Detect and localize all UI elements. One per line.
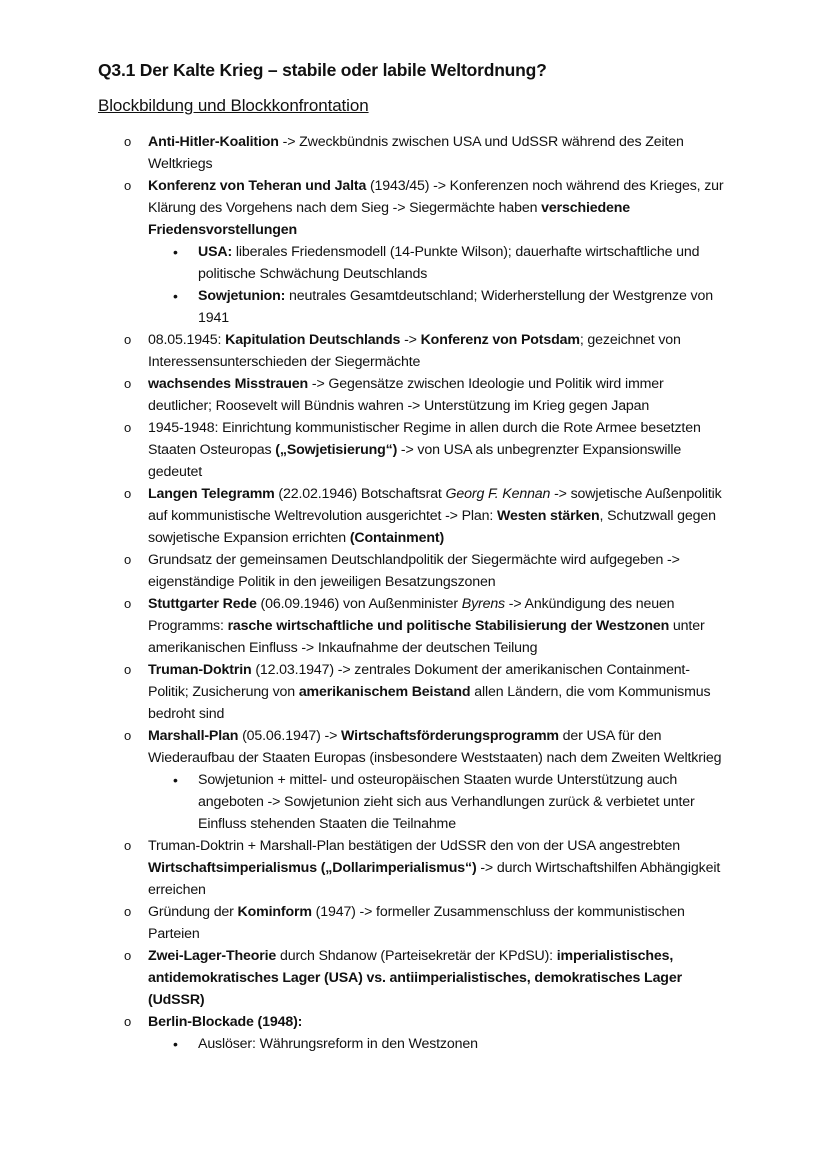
bold-text: amerikanischem Beistand: [298, 684, 471, 700]
circle-bullet-icon: o: [124, 486, 132, 501]
sub-list-item-text: [198, 244, 699, 282]
circle-bullet-icon: o: [124, 662, 132, 677]
list-item: [0, 373, 728, 417]
text-segment: Grundsatz der gemeinsamen Deutschlandpolitik der Siegermächte wird aufgegeben -> eigenständige Politik in den jeweiligen Besatzungszonen: [148, 552, 680, 590]
sub-list-item-text: [198, 288, 713, 326]
text-segment: -> Ankündigung des neuen Programms:: [148, 596, 675, 634]
text-segment: -> Gegensätze zwischen Ideologie und Politik wird immer deutlicher; Roosevelt will Bündnis wahren -> Unterstützung im Krieg gegen Japan: [148, 376, 664, 414]
text-segment: (1943/45) -> Konferenzen noch während des Krieges, zur Klärung des Vorgehens nach dem Sieg -> Siegermächte haben: [148, 178, 724, 216]
sub-list-item: [148, 769, 728, 835]
text-segment: allen Ländern, die vom Kommunismus bedroht sind: [148, 684, 711, 722]
list-item: [0, 131, 728, 175]
list-item-text: [148, 332, 681, 370]
text-segment: Auslöser: Währungsreform in den Westzonen: [198, 1036, 478, 1052]
list-item-text: [148, 486, 722, 546]
bold-text: Wirtschaftsimperialismus („Dollarimperialismus“): [148, 860, 477, 876]
list-item: [0, 549, 728, 593]
sub-list: [148, 241, 728, 329]
text-segment: Truman-Doktrin + Marshall-Plan bestätigen der UdSSR den von der USA angestrebten: [148, 838, 681, 854]
text-segment: -> Zweckbündnis zwischen USA und UdSSR während des Zeiten Weltkriegs: [148, 134, 684, 172]
bold-text: Wirtschaftsförderungsprogramm: [341, 728, 559, 744]
bold-text: Langen Telegramm: [148, 486, 275, 502]
circle-bullet-icon: o: [124, 332, 132, 347]
text-segment: 1945-1948: Einrichtung kommunistischer Regime in allen durch die Rote Armee besetzten Staaten Osteuropas: [148, 420, 701, 458]
list-item: [0, 483, 728, 549]
dot-bullet-icon: •: [173, 772, 178, 788]
list-item: [0, 329, 728, 373]
circle-bullet-icon: o: [124, 178, 132, 193]
text-segment: Sowjetunion + mittel- und osteuropäischen Staaten wurde Unterstützung auch angeboten -> Sowjetunion zieht sich aus Verhandlungen zurück & verbietet unter Einfluss stehenden Staaten die Teilnahme: [198, 772, 695, 832]
bullet-list: [0, 131, 828, 1055]
bold-text: Stuttgarter Rede: [148, 596, 257, 612]
text-segment: (1947) -> formeller Zusammenschluss der kommunistischen Parteien: [148, 904, 685, 942]
list-item-text: [148, 1014, 302, 1030]
text-segment: ->: [400, 332, 421, 348]
list-item-text: [148, 838, 720, 898]
list-item-text: [148, 596, 705, 656]
dot-bullet-icon: •: [173, 288, 178, 304]
text-segment: durch Shdanow (Parteisekretär der KPdSU):: [276, 948, 557, 964]
dot-bullet-icon: •: [173, 1036, 178, 1052]
list-item: [0, 593, 728, 659]
bold-text: Konferenz von Potsdam: [420, 332, 580, 348]
dot-bullet-icon: •: [173, 244, 178, 260]
bold-text: Truman-Doktrin: [148, 662, 252, 678]
list-item-text: [148, 662, 710, 722]
text-segment: (06.09.1946) von Außenminister: [256, 596, 462, 612]
list-item-text: [148, 728, 721, 766]
text-segment: ; gezeichnet von Interessensunterschieden der Siegermächte: [148, 332, 681, 370]
bold-text: Kominform: [237, 904, 312, 920]
bold-text: Westen stärken: [496, 508, 600, 524]
list-item: [0, 659, 728, 725]
list-item-text: [148, 178, 724, 238]
sub-list: [148, 769, 728, 835]
bold-text: wachsendes Misstrauen: [148, 376, 309, 392]
text-segment: -> durch Wirtschaftshilfen Abhängigkeit erreichen: [148, 860, 721, 898]
bold-text: Anti-Hitler-Koalition: [148, 134, 279, 150]
circle-bullet-icon: o: [124, 420, 132, 435]
text-segment: 08.05.1945:: [148, 332, 226, 348]
sub-list-item-text: [198, 1036, 478, 1052]
bold-text: verschiedene Friedensvorstellungen: [148, 200, 631, 238]
circle-bullet-icon: o: [124, 904, 132, 919]
sub-list-item-text: [198, 772, 695, 832]
circle-bullet-icon: o: [124, 552, 132, 567]
list-item: [0, 175, 728, 329]
list-item: [0, 945, 728, 1011]
text-segment: neutrales Gesamtdeutschland; Widerherstellung der Westgrenze von 1941: [198, 288, 713, 326]
bold-text: imperialistisches, antidemokratisches Lager (USA) vs. antiimperialistisches, demokratisches Lager (UdSSR): [148, 948, 682, 1008]
circle-bullet-icon: o: [124, 596, 132, 611]
bold-text: („Sowjetisierung“): [275, 442, 398, 458]
list-item-text: [148, 904, 685, 942]
bold-text: Sowjetunion:: [198, 288, 286, 304]
bold-text: Marshall-Plan: [148, 728, 239, 744]
list-item-text: [148, 376, 664, 414]
list-item-text: [148, 420, 701, 480]
bold-text: Berlin-Blockade (1948):: [148, 1014, 303, 1030]
sub-list: [148, 1033, 728, 1055]
text-segment: Gründung der: [148, 904, 238, 920]
text-segment: (05.06.1947) ->: [238, 728, 342, 744]
text-segment: (12.03.1947) -> zentrales Dokument der amerikanischen Containment-Politik; Zusicherung von: [148, 662, 690, 700]
circle-bullet-icon: o: [124, 376, 132, 391]
circle-bullet-icon: o: [124, 948, 132, 963]
text-segment: -> sowjetische Außenpolitik auf kommunistische Weltrevolution ausgerichtet -> Plan:: [148, 486, 722, 524]
list-item: [0, 725, 728, 835]
text-segment: unter amerikanischen Einfluss -> Inkaufnahme der deutschen Teilung: [148, 618, 705, 656]
text-segment: , Schutzwall gegen sowjetische Expansion errichten: [148, 508, 716, 546]
document-title: Q3.1 Der Kalte Krieg – stabile oder labile Weltordnung?: [98, 60, 547, 80]
list-item: [0, 417, 728, 483]
italic-text: Byrens: [461, 596, 506, 612]
circle-bullet-icon: o: [124, 1014, 132, 1029]
bold-text: Konferenz von Teheran und Jalta: [148, 178, 367, 194]
text-segment: liberales Friedensmodell (14-Punkte Wilson); dauerhafte wirtschaftliche und politische Schwächung Deutschlands: [198, 244, 700, 282]
circle-bullet-icon: o: [124, 838, 132, 853]
list-item: [0, 901, 728, 945]
bold-text: Kapitulation Deutschlands: [225, 332, 401, 348]
sub-list-item: [148, 285, 728, 329]
list-item-text: [148, 552, 680, 590]
italic-text: Georg F. Kennan: [445, 486, 551, 502]
text-segment: der USA für den Wiederaufbau der Staaten Europas (insbesondere Weststaaten) nach dem Zweiten Weltkrieg: [148, 728, 722, 766]
section-heading: Blockbildung und Blockkonfrontation: [98, 96, 369, 115]
text-segment: -> von USA als unbegrenzter Expansionswille gedeutet: [148, 442, 682, 480]
list-item-text: [148, 134, 684, 172]
list-item: [0, 835, 728, 901]
bold-text: Zwei-Lager-Theorie: [148, 948, 277, 964]
list-item-text: [148, 948, 682, 1008]
text-segment: (22.02.1946) Botschaftsrat: [274, 486, 446, 502]
bold-text: rasche wirtschaftliche und politische Stabilisierung der Westzonen: [227, 618, 670, 634]
bold-text: USA:: [198, 244, 233, 260]
circle-bullet-icon: o: [124, 728, 132, 743]
sub-list-item: [148, 241, 728, 285]
bold-text: (Containment): [349, 530, 445, 546]
circle-bullet-icon: o: [124, 134, 132, 149]
list-item: [0, 1011, 728, 1055]
sub-list-item: [148, 1033, 728, 1055]
